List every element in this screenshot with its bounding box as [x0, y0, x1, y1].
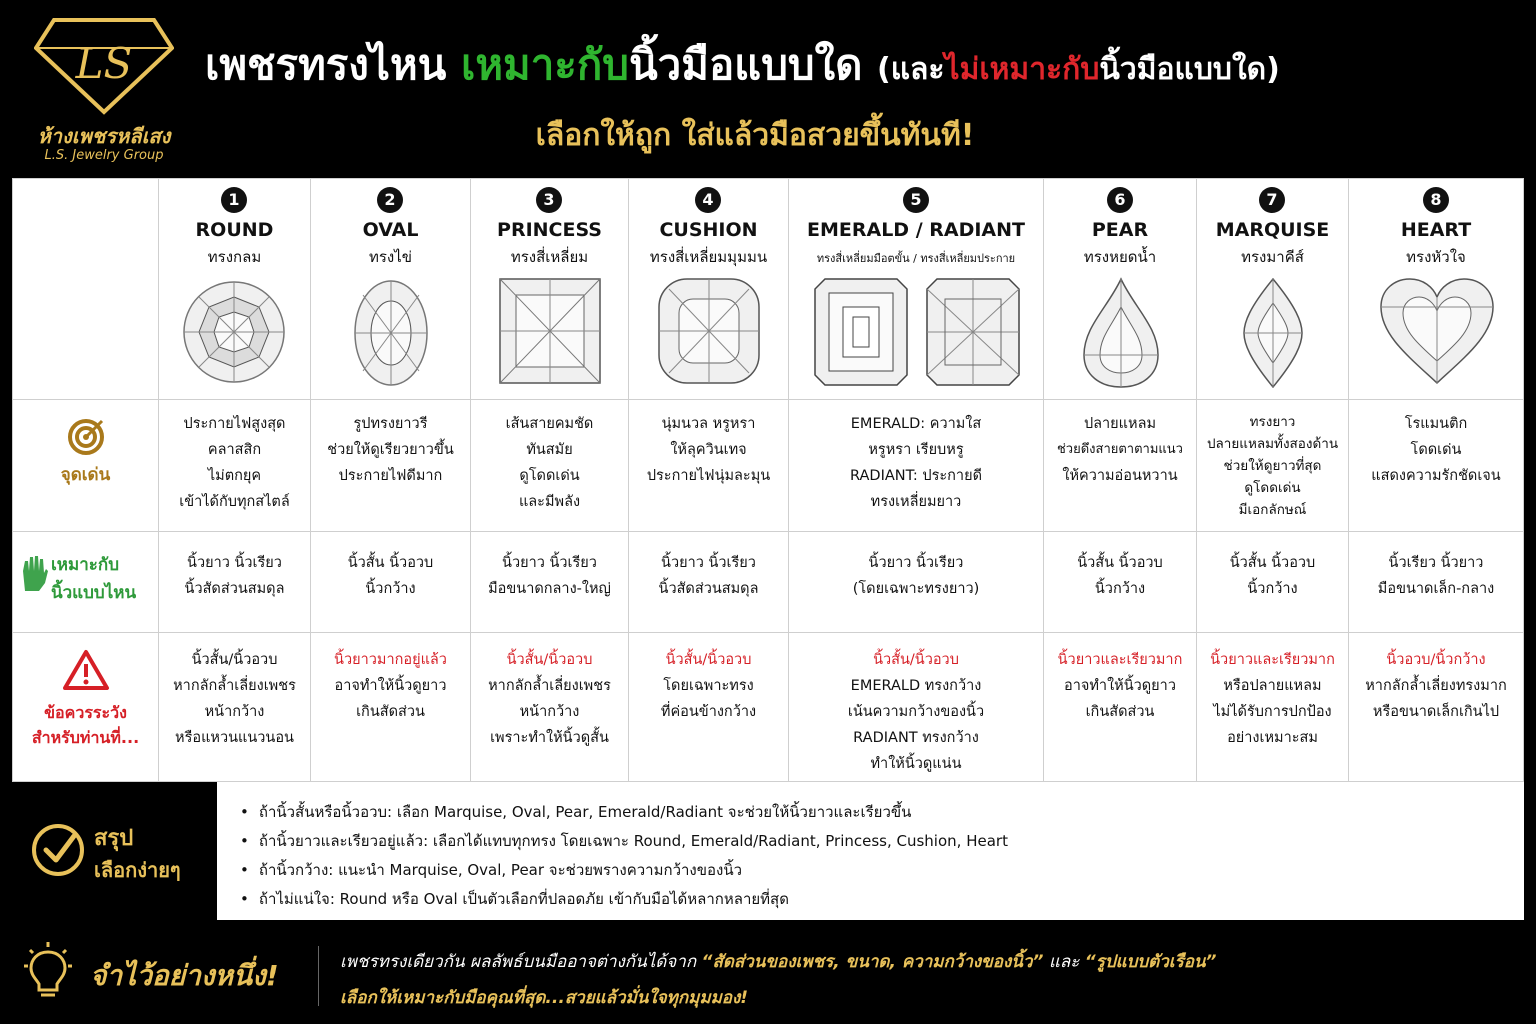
suitable-line: นิ้วสั้น นิ้วอวบ	[1077, 555, 1163, 571]
page-subtitle: เลือกให้ถูก ใส่แล้วมือสวยขึ้นทันที!	[535, 118, 975, 153]
shape-column-emerald-radiant	[789, 179, 1043, 783]
caution-line: หากลักล้ำเลี่ยงทรงมาก	[1365, 678, 1507, 694]
oval-diamond-icon	[351, 277, 431, 389]
caution-line: อาจทำให้นิ้วดูยาว	[334, 678, 447, 694]
shape-name-en: MARQUISE	[1215, 219, 1330, 241]
caution-red-line: นิ้วอวบ/นิ้วกว้าง	[1386, 652, 1486, 668]
remember-heading: จำไว้อย่างหนึ่ง!	[90, 959, 279, 992]
summary-title: สรุป	[94, 826, 134, 851]
caution-red-line: นิ้วยาวและเรียวมาก	[1057, 652, 1183, 668]
highlight-line: ประกายไฟดีมาก	[338, 468, 443, 484]
shape-name-th: ทรงสี่เหลี่ยมมือตขั้น / ทรงสี่เหลี่ยมประกาย	[816, 252, 1016, 265]
highlight-line: รูปทรงยาวรี	[353, 416, 428, 432]
footer-divider	[318, 946, 319, 1006]
princess-diamond-icon	[498, 277, 602, 385]
shape-name-th: ทรงหยดน้ำ	[1083, 248, 1157, 266]
shape-name-en: PEAR	[1091, 219, 1149, 241]
caution-line: หากลักล้ำเลี่ยงเพชร	[173, 678, 296, 694]
svg-text:LS: LS	[75, 39, 133, 88]
footer-highlight: “สัดส่วนของเพชร, ขนาด, ความกว้างของนิ้ว”	[701, 952, 1044, 972]
highlight-line: ปลายแหลมทั้งสองด้าน	[1206, 436, 1339, 452]
highlight-line: เส้นสายคมชัด	[505, 416, 594, 432]
row-label-text: จุดเด่น	[60, 465, 111, 485]
highlight-line: RADIANT: ประกายดี	[850, 468, 982, 484]
caution-line: นิ้วสั้น/นิ้วอวบ	[191, 652, 278, 668]
highlight-line: ช่วยดึงสายตาตามแนว	[1056, 442, 1183, 457]
highlight-line: มีเอกลักษณ์	[1238, 502, 1307, 518]
caution-line: หรือแหวนแนวนอน	[175, 730, 294, 746]
brand-logo	[24, 10, 184, 163]
suitable-line: นิ้วกว้าง	[1094, 581, 1146, 597]
highlight-line: และมีพลัง	[518, 494, 581, 510]
caution-line: เกินสัดส่วน	[356, 704, 425, 720]
brand-name-en: L.S. Jewelry Group	[44, 148, 164, 163]
footer-line-1	[340, 948, 1216, 975]
target-icon	[66, 417, 106, 457]
highlight-line: ประกายไฟนุ่มละมุน	[646, 468, 771, 484]
row-label-text: ข้อควรระวัง	[44, 703, 127, 722]
shape-name-en: HEART	[1400, 219, 1472, 241]
page-title	[205, 32, 1525, 98]
highlight-line: EMERALD: ความใส	[850, 416, 982, 432]
row-label-caution	[13, 649, 158, 751]
caution-line: หากลักล้ำเลี่ยงเพชร	[488, 678, 611, 694]
cushion-diamond-icon	[657, 277, 761, 385]
caution-line: เกินสัดส่วน	[1085, 704, 1155, 720]
highlight-line: ปลายแหลม	[1083, 416, 1157, 432]
row-label-text: สำหรับท่านที่...	[31, 728, 140, 747]
diamond-logo-icon	[34, 10, 174, 115]
caution-line: หรือปลายแหลม	[1223, 678, 1322, 694]
caution-line: หน้ากว้าง	[519, 704, 580, 720]
emerald-radiant-diamond-icon	[813, 277, 1023, 387]
caution-red-line: นิ้วยาวและเรียวมาก	[1210, 652, 1335, 668]
shape-name-en: EMERALD / RADIANT	[807, 219, 1025, 241]
title-unsuitable: ไม่เหมาะกับ	[944, 52, 1100, 87]
highlight-line: ช่วยให้ดูเรียวยาวขึ้น	[327, 442, 454, 458]
shape-number: 7	[1259, 187, 1285, 213]
shape-name-th: ทรงสี่เหลี่ยม	[510, 248, 589, 266]
caution-line: ทำให้นิ้วดูแน่น	[870, 756, 962, 772]
caution-line: ไม่ได้รับการปกป้อง	[1213, 704, 1332, 720]
footer-line-2: เลือกให้เหมาะกับมือคุณที่สุด...สวยแล้วมั่นใจทุกมุมมอง!	[340, 988, 749, 1008]
highlight-line: ประกายไฟสูงสุด	[183, 416, 286, 432]
shape-table	[12, 178, 1524, 782]
summary-list	[240, 798, 1510, 914]
suitable-line: นิ้วสั้น นิ้วอวบ	[347, 555, 434, 571]
shape-number: 1	[221, 187, 247, 213]
row-label-text: นิ้วแบบไหน	[51, 583, 137, 603]
shape-number: 4	[695, 187, 721, 213]
caution-line: หรือขนาดเล็กเกินไป	[1372, 704, 1500, 720]
shape-name-th: ทรงไข่	[368, 248, 413, 266]
summary-section	[12, 782, 1524, 920]
shape-column-princess	[471, 179, 628, 783]
caution-line: อย่างเหมาะสม	[1227, 730, 1318, 746]
suitable-line: นิ้วสัดส่วนสมดุล	[184, 581, 285, 597]
caution-red-line: นิ้วสั้น/นิ้วอวบ	[506, 652, 593, 668]
shape-column-pear	[1044, 179, 1196, 783]
caution-line: หน้ากว้าง	[204, 704, 265, 720]
marquise-diamond-icon	[1242, 277, 1304, 389]
caution-line: EMERALD ทรงกว้าง	[850, 678, 982, 694]
highlight-line: ดูโดดเด่น	[1244, 480, 1301, 496]
shape-name-en: PRINCESS	[497, 219, 602, 241]
highlight-line: นุ่มนวล หรูหรา	[661, 416, 756, 432]
highlight-line: โรแมนติก	[1404, 416, 1468, 432]
highlight-line: ทรงยาว	[1249, 414, 1296, 430]
suitable-line: นิ้วสัดส่วนสมดุล	[658, 581, 759, 597]
caution-line: ที่ค่อนข้างกว้าง	[660, 704, 757, 720]
footer-text: เพชรทรงเดียวกัน ผลลัพธ์บนมืออาจต่างกันได้จาก	[340, 952, 702, 972]
lightbulb-icon	[22, 942, 74, 1002]
highlight-line: ทรงเหลี่ยมยาว	[870, 494, 962, 510]
round-diamond-icon	[179, 277, 289, 387]
caution-line: เน้นความกว้างของนิ้ว	[847, 704, 985, 720]
row-label-highlight	[13, 417, 158, 488]
caution-red-line: นิ้วสั้น/นิ้วอวบ	[665, 652, 752, 668]
shape-column-heart	[1349, 179, 1523, 783]
highlight-line: ดูโดดเด่น	[519, 468, 580, 484]
highlight-line: ให้ลุควินเทจ	[670, 442, 747, 458]
highlight-line: ไม่ตกยุค	[207, 468, 262, 484]
footer-text: และ	[1043, 952, 1085, 972]
footer	[0, 928, 1536, 1024]
heart-diamond-icon	[1379, 277, 1495, 387]
shape-name-en: CUSHION	[659, 219, 758, 241]
header	[0, 0, 1536, 172]
caution-line: RADIANT ทรงกว้าง	[853, 730, 979, 746]
pear-diamond-icon	[1082, 277, 1160, 389]
shape-number: 8	[1423, 187, 1449, 213]
highlight-line: แสดงความรักชัดเจน	[1371, 468, 1501, 484]
caution-red-line: นิ้วสั้น/นิ้วอวบ	[873, 652, 959, 668]
shape-name-en: ROUND	[195, 219, 274, 241]
suitable-line: นิ้วกว้าง	[365, 581, 416, 597]
title-part: (และ	[876, 52, 945, 87]
hand-icon	[19, 553, 49, 593]
shape-number: 3	[536, 187, 562, 213]
suitable-line: นิ้วกว้าง	[1247, 581, 1298, 597]
check-circle-icon	[30, 822, 86, 878]
highlight-line: หรูหรา เรียบหรู	[868, 442, 964, 458]
warning-icon	[62, 649, 110, 691]
highlight-line: คลาสสิก	[207, 442, 262, 458]
suitable-line: นิ้วยาว นิ้วเรียว	[868, 555, 964, 571]
suitable-line: นิ้วยาว นิ้วเรียว	[502, 555, 597, 571]
shape-number: 6	[1107, 187, 1133, 213]
title-part: นิ้วมือแบบใด)	[1099, 52, 1280, 87]
title-part: นิ้วมือแบบใด	[628, 40, 877, 89]
summary-label	[12, 782, 217, 920]
caution-line: โดยเฉพาะทรง	[663, 678, 754, 694]
shape-number: 2	[377, 187, 403, 213]
shape-name-th: ทรงหัวใจ	[1406, 248, 1466, 266]
highlight-line: โดดเด่น	[1410, 442, 1462, 458]
suitable-line: มือขนาดกลาง-ใหญ่	[488, 581, 611, 597]
highlight-line: ให้ความอ่อนหวาน	[1062, 468, 1178, 484]
shape-column-marquise	[1197, 179, 1348, 783]
summary-subtitle: เลือกง่ายๆ	[94, 858, 181, 882]
shape-name-en: OVAL	[362, 219, 419, 241]
summary-item: • ถ้านิ้วกว้าง: แนะนำ Marquise, Oval, Pear จะช่วยพรางความกว้างของนิ้ว	[240, 856, 1510, 885]
shape-column-round	[159, 179, 310, 783]
shape-name-th: ทรงสี่เหลี่ยมมุมมน	[649, 248, 768, 266]
suitable-line: นิ้วเรียว นิ้วยาว	[1388, 555, 1484, 571]
caution-line: เพราะทำให้นิ้วดูสั้น	[490, 730, 609, 746]
suitable-line: (โดยเฉพาะทรงยาว)	[852, 581, 980, 597]
title-part: เพชรทรงไหน	[205, 40, 461, 89]
shape-name-th: ทรงมาคีส์	[1241, 248, 1304, 266]
shape-name-th: ทรงกลม	[207, 248, 262, 266]
shape-column-cushion	[629, 179, 788, 783]
title-suitable: เหมาะกับ	[461, 40, 629, 89]
summary-item: • ถ้านิ้วยาวและเรียวอยู่แล้ว: เลือกได้แทบทุกทรง โดยเฉพาะ Round, Emerald/Radiant, Princess, Cushion, Heart	[240, 827, 1510, 856]
shape-column-oval	[311, 179, 470, 783]
brand-name-th: ห้างเพชรหลีเสง	[37, 124, 171, 148]
caution-line: อาจทำให้นิ้วดูยาว	[1064, 678, 1176, 694]
suitable-line: นิ้วยาว นิ้วเรียว	[661, 555, 756, 571]
caution-red-line: นิ้วยาวมากอยู่แล้ว	[334, 652, 447, 668]
suitable-line: นิ้วยาว นิ้วเรียว	[187, 555, 282, 571]
row-label-text: เหมาะกับ	[51, 555, 119, 575]
footer-highlight: “รูปแบบตัวเรือน”	[1084, 952, 1217, 972]
suitable-line: มือขนาดเล็ก-กลาง	[1377, 581, 1495, 597]
highlight-line: เข้าได้กับทุกสไตล์	[179, 494, 290, 510]
summary-item: • ถ้าไม่แน่ใจ: Round หรือ Oval เป็นตัวเลือกที่ปลอดภัย เข้ากับมือได้หลากหลายที่สุด	[240, 885, 1510, 914]
highlight-line: ทันสมัย	[526, 442, 573, 458]
shape-number: 5	[903, 187, 929, 213]
highlight-line: ช่วยให้ดูยาวที่สุด	[1223, 458, 1322, 474]
suitable-line: นิ้วสั้น นิ้วอวบ	[1229, 555, 1316, 571]
summary-item: • ถ้านิ้วสั้นหรือนิ้วอวบ: เลือก Marquise, Oval, Pear, Emerald/Radiant จะช่วยให้นิ้วยาวและเรียวขึ้น	[240, 798, 1510, 827]
